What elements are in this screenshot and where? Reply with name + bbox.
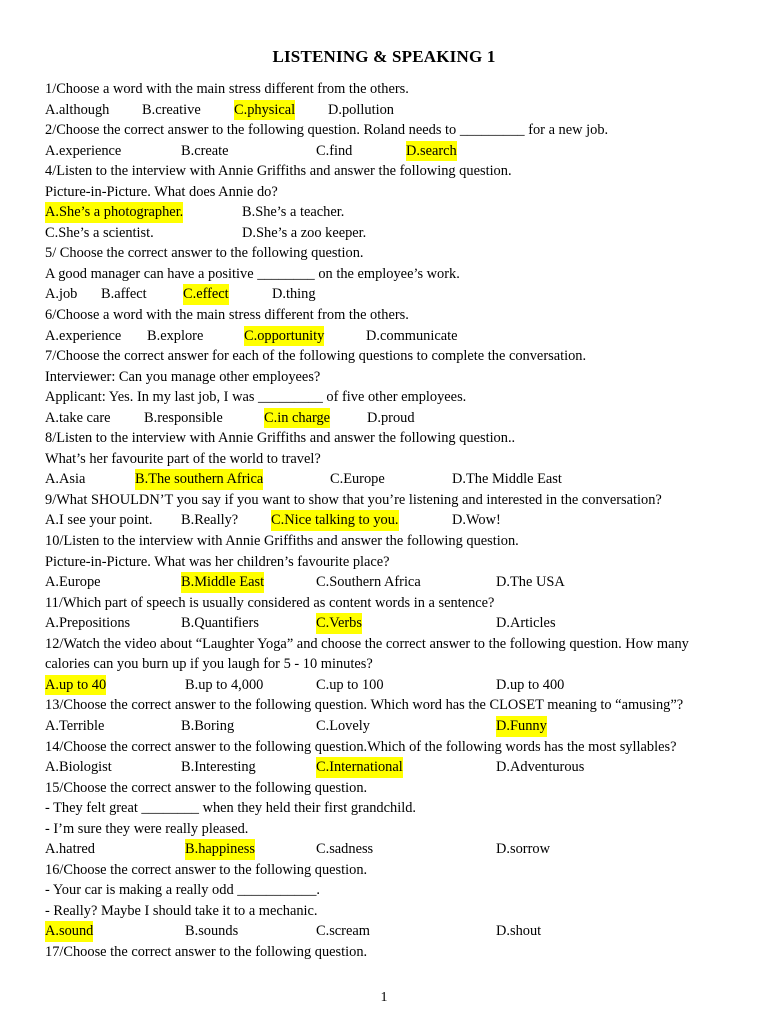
question-text-line: calories can you burn up if you laugh for 5 - 10 minutes?	[45, 656, 373, 673]
answer-option: D.shout	[496, 923, 542, 940]
answer-option: C.Lovely	[316, 717, 370, 734]
question-text-line: 1/Choose a word with the main stress different from the others.	[45, 81, 409, 97]
answer-option-highlighted: C.opportunity	[244, 326, 324, 347]
answer-option: A.although	[45, 101, 110, 118]
page-number: 1	[380, 990, 388, 1005]
question-text-line: What’s her favourite part of the world to travel?	[45, 450, 321, 467]
question-text-line: Picture-in-Picture. What was her children’s favourite place?	[45, 553, 390, 570]
answer-option: C.find	[316, 142, 353, 159]
answer-option: A.Biologist	[45, 759, 112, 776]
answer-options-row	[45, 408, 745, 429]
answer-option: C.up to 100	[316, 676, 384, 693]
question-text-line: 10/Listen to the interview with Annie Griffiths and answer the following question.	[45, 533, 519, 550]
answer-option-highlighted: A.She’s a photographer.	[45, 202, 183, 223]
question-text-line: 11/Which part of speech is usually considered as content words in a sentence?	[45, 594, 495, 611]
answer-options-row	[45, 757, 745, 778]
question-text-line: A good manager can have a positive ________ on the employee’s work.	[45, 265, 460, 282]
answer-option-highlighted: B.Middle East	[181, 572, 264, 593]
answer-option-highlighted: A.up to 40	[45, 675, 106, 696]
answer-option: A.experience	[45, 142, 122, 159]
answer-options-row	[45, 202, 745, 223]
answer-option: D.communicate	[366, 327, 458, 344]
answer-option: C.She’s a scientist.	[45, 224, 154, 241]
answer-option-highlighted: C.effect	[183, 284, 229, 305]
answer-option-highlighted: A.sound	[45, 921, 93, 942]
question-text-line: - Really? Maybe I should take it to a mechanic.	[45, 902, 318, 919]
answer-option: D.Wow!	[452, 512, 501, 529]
answer-options-row	[45, 510, 745, 531]
question-text-line: 16/Choose the correct answer to the following question.	[45, 861, 368, 878]
answer-option: D.proud	[367, 409, 415, 426]
answer-options-row	[45, 839, 745, 860]
answer-option: D.She’s a zoo keeper.	[242, 224, 367, 241]
answer-option: D.The Middle East	[452, 471, 562, 488]
question-text-line: 7/Choose the correct answer for each of the following questions to complete the conversation.	[45, 348, 587, 365]
page-title: LISTENING & SPEAKING 1	[272, 47, 496, 66]
answer-option: A.Terrible	[45, 717, 105, 734]
answer-option: D.pollution	[328, 101, 394, 118]
answer-option-highlighted: D.search	[406, 141, 457, 162]
answer-option: B.up to 4,000	[185, 676, 264, 693]
question-text-line: Picture-in-Picture. What does Annie do?	[45, 183, 278, 200]
question-text-line: - They felt great ________ when they held their first grandchild.	[45, 800, 416, 817]
answer-option: B.She’s a teacher.	[242, 204, 345, 221]
answer-option: C.sadness	[316, 841, 374, 858]
answer-option: B.Boring	[181, 717, 235, 734]
question-text-line: 13/Choose the correct answer to the following question. Which word has the CLOSET meaning to “amusing”?	[45, 697, 684, 714]
answer-option: B.Interesting	[181, 759, 256, 776]
answer-option: C.Europe	[330, 471, 385, 488]
answer-option: B.Really?	[181, 512, 239, 529]
answer-option: A.hatred	[45, 841, 95, 858]
answer-option: D.Articles	[496, 615, 556, 632]
question-text-line: 8/Listen to the interview with Annie Griffiths and answer the following question..	[45, 430, 516, 447]
answer-option: C.scream	[316, 923, 370, 940]
answer-options-row	[45, 326, 745, 347]
answer-options-row	[45, 141, 745, 162]
answer-option: D.Adventurous	[496, 759, 585, 776]
question-text-line: 9/What SHOULDN’T you say if you want to show that you’re listening and interested in the conversation?	[45, 491, 662, 508]
question-text-line: Interviewer: Can you manage other employees?	[45, 368, 321, 385]
answer-option-highlighted: B.The southern Africa	[135, 469, 263, 490]
answer-option: A.job	[45, 286, 78, 303]
answer-option-highlighted: C.International	[316, 757, 403, 778]
answer-option: A.I see your point.	[45, 512, 153, 529]
question-text-line: 5/ Choose the correct answer to the following question.	[45, 245, 364, 262]
question-text-line: 12/Watch the video about “Laughter Yoga” and choose the correct answer to the following question. How many	[45, 635, 689, 652]
answer-option-highlighted: C.in charge	[264, 408, 330, 429]
answer-options-row	[45, 469, 745, 490]
answer-options-row	[45, 572, 745, 593]
question-text-line: - I’m sure they were really pleased.	[45, 820, 249, 837]
answer-option: C.Southern Africa	[316, 574, 421, 591]
question-text-line: 15/Choose the correct answer to the following question.	[45, 779, 368, 796]
answer-option-highlighted: C.Nice talking to you.	[271, 510, 399, 531]
answer-option-highlighted: C.Verbs	[316, 613, 362, 634]
answer-option: D.thing	[272, 286, 316, 303]
answer-option: B.creative	[142, 101, 201, 118]
answer-options-row	[45, 921, 745, 942]
question-text-line: 4/Listen to the interview with Annie Griffiths and answer the following question.	[45, 163, 512, 180]
question-text-line: Applicant: Yes. In my last job, I was _________ of five other employees.	[45, 389, 467, 406]
question-text-line: 6/Choose a word with the main stress different from the others.	[45, 307, 409, 324]
answer-option-highlighted: B.happiness	[185, 839, 255, 860]
answer-options-row	[45, 613, 745, 634]
answer-options-row	[45, 675, 745, 696]
answer-option: B.Quantifiers	[181, 615, 259, 632]
answer-option: B.affect	[101, 286, 147, 303]
answer-option: D.sorrow	[496, 841, 550, 858]
answer-options-row	[45, 716, 745, 737]
question-text-line: - Your car is making a really odd ___________.	[45, 882, 320, 899]
answer-option: B.create	[181, 142, 229, 159]
answer-options-row	[45, 223, 745, 244]
document-body	[45, 79, 745, 963]
answer-options-row	[45, 284, 745, 305]
answer-option: A.experience	[45, 327, 122, 344]
question-text-line: 14/Choose the correct answer to the following question.Which of the following words has the most syllables?	[45, 738, 677, 755]
answer-options-row	[45, 100, 745, 121]
answer-option-highlighted: C.physical	[234, 100, 295, 121]
answer-option: D.up to 400	[496, 676, 565, 693]
answer-option: A.take care	[45, 409, 111, 426]
answer-option: A.Asia	[45, 471, 86, 488]
answer-option: B.sounds	[185, 923, 239, 940]
question-text-line: 17/Choose the correct answer to the following question.	[45, 943, 368, 960]
answer-option: D.The USA	[496, 574, 565, 591]
answer-option: A.Europe	[45, 574, 101, 591]
answer-option: B.explore	[147, 327, 204, 344]
question-text-line: 2/Choose the correct answer to the following question. Roland needs to _________ for a new job.	[45, 122, 609, 139]
answer-option: B.responsible	[144, 409, 223, 426]
answer-option: A.Prepositions	[45, 615, 131, 632]
answer-option-highlighted: D.Funny	[496, 716, 547, 737]
